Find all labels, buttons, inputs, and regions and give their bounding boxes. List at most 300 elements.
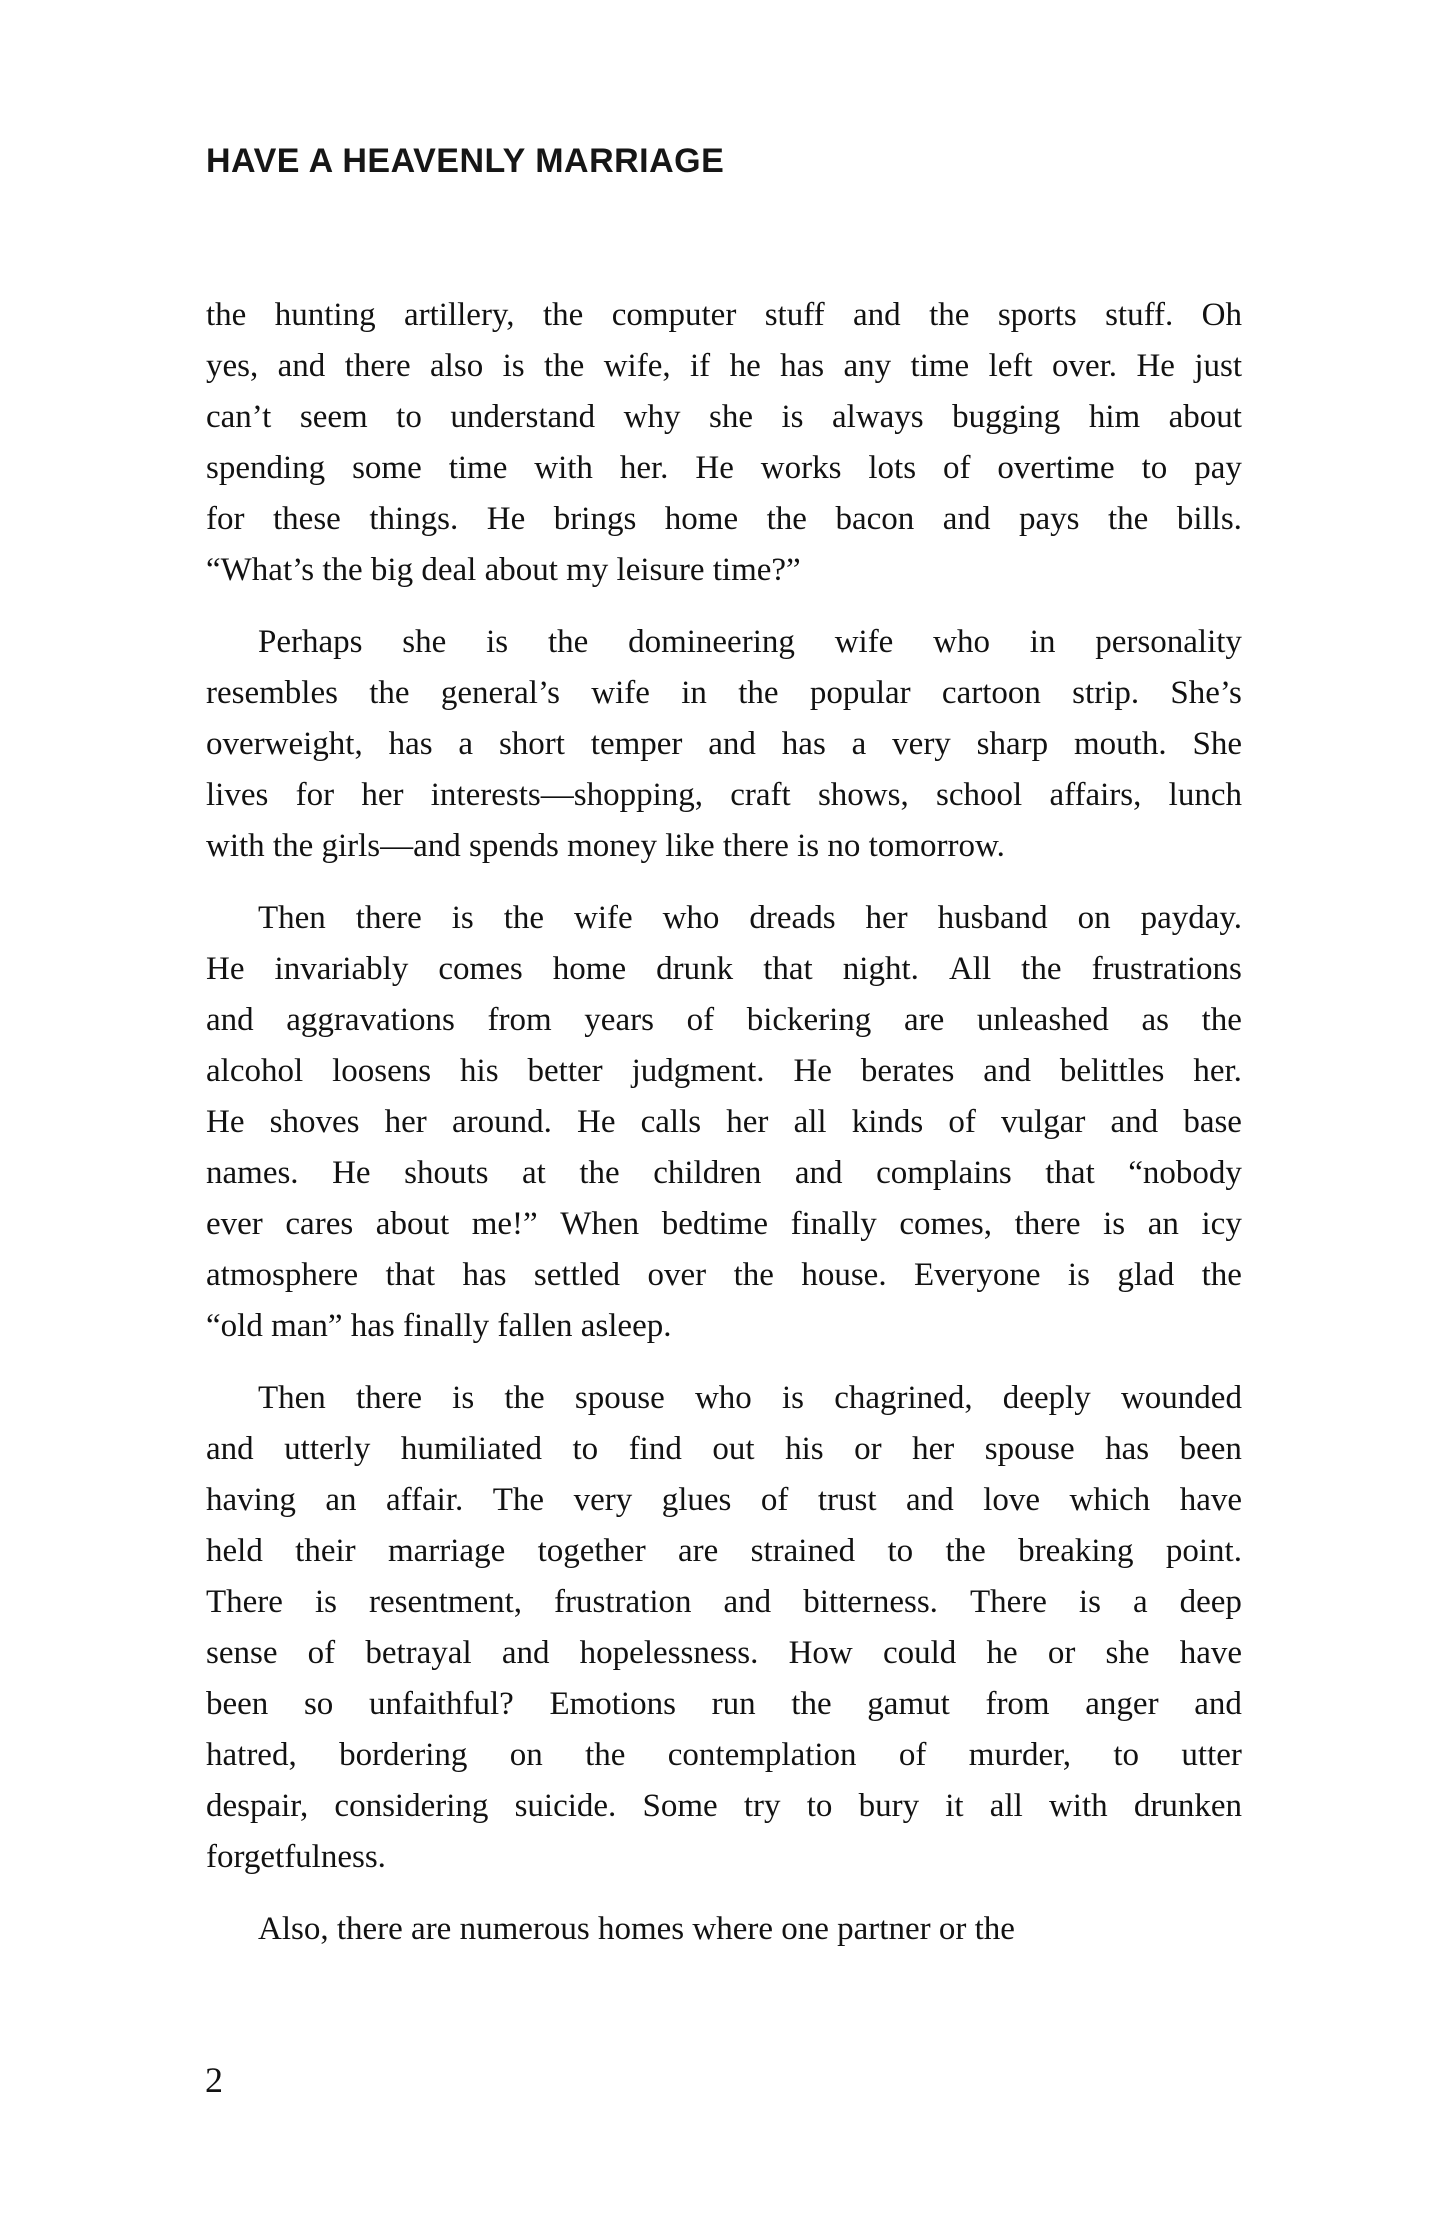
word: He [695, 450, 734, 486]
word: a [458, 726, 474, 762]
word: with [534, 450, 593, 486]
word: the [738, 675, 779, 711]
word: domineering [628, 624, 795, 660]
word: calls [640, 1104, 702, 1140]
word: is [1103, 1206, 1126, 1242]
word: and [277, 348, 326, 384]
word: the [504, 1380, 545, 1416]
word: anger [1085, 1686, 1159, 1722]
word: He [1136, 348, 1175, 384]
word: on [1077, 900, 1111, 936]
word: bills. [1176, 501, 1242, 537]
word: house. [801, 1257, 887, 1293]
word: night. [842, 951, 919, 987]
word: glues [661, 1482, 732, 1518]
word: been [206, 1686, 269, 1722]
word: stuff. [1105, 297, 1174, 333]
word: works [760, 450, 842, 486]
word: years [584, 1002, 654, 1038]
word: Everyone [914, 1257, 1041, 1293]
word: He [206, 951, 245, 987]
word: general’s [440, 675, 560, 711]
word: her [726, 1104, 769, 1140]
word: all [989, 1788, 1023, 1824]
word: gamut [867, 1686, 950, 1722]
word: held [206, 1533, 263, 1569]
word: names. [206, 1155, 299, 1191]
word: all [793, 1104, 827, 1140]
word: marriage [387, 1533, 506, 1569]
word: spouse [574, 1380, 665, 1416]
word: children [653, 1155, 762, 1191]
word: bacon [835, 501, 915, 537]
word: the [547, 624, 589, 660]
text-line [206, 995, 1242, 1046]
word: their [295, 1533, 356, 1569]
word: personality [1095, 624, 1242, 660]
text-line [206, 1199, 1242, 1250]
word: the [585, 1737, 626, 1773]
word: frustration [554, 1584, 692, 1620]
word: has [781, 726, 826, 762]
word: cartoon [941, 675, 1041, 711]
text-line [206, 1526, 1242, 1577]
word: things. [369, 501, 459, 537]
word: he [986, 1635, 1018, 1671]
word: mouth. [1074, 726, 1167, 762]
word: have [1179, 1635, 1242, 1671]
word: shows, [817, 777, 909, 813]
text-line [206, 1781, 1242, 1832]
word: husband [937, 900, 1048, 936]
word: to [1141, 450, 1168, 486]
word: an [1147, 1206, 1179, 1242]
word: at [522, 1155, 546, 1191]
word: She’s [1170, 675, 1242, 711]
word: He [206, 1104, 245, 1140]
word: that [385, 1257, 436, 1293]
word: unleashed [976, 1002, 1109, 1038]
word: to [1113, 1737, 1140, 1773]
word: her [912, 1431, 955, 1467]
text-line [206, 1577, 1242, 1628]
word: who [694, 1380, 752, 1416]
word: point. [1165, 1533, 1242, 1569]
word: there [1014, 1206, 1081, 1242]
word: is [1078, 1584, 1101, 1620]
word: if [690, 348, 711, 384]
word: her [865, 900, 908, 936]
word: breaking [1018, 1533, 1134, 1569]
word: out [712, 1431, 755, 1467]
word: sense [206, 1635, 278, 1671]
word: yes, [206, 348, 259, 384]
word: of [686, 1002, 715, 1038]
word: are [678, 1533, 719, 1569]
body-text [206, 290, 1242, 1955]
word: There [969, 1584, 1047, 1620]
word: these [273, 501, 341, 537]
word: the [503, 900, 545, 936]
word: that [1045, 1155, 1095, 1191]
word: around. [451, 1104, 552, 1140]
word: the [733, 1257, 774, 1293]
word: to [806, 1788, 833, 1824]
word: over. [1051, 348, 1118, 384]
word: There [206, 1584, 283, 1620]
word: her [384, 1104, 427, 1140]
word: very [892, 726, 951, 762]
word: which [1069, 1482, 1151, 1518]
word: the [1201, 1002, 1242, 1038]
paragraph [206, 1904, 1242, 1955]
word: considering [334, 1788, 489, 1824]
word: an [325, 1482, 357, 1518]
text-line [206, 290, 1242, 341]
text-line [206, 443, 1242, 494]
word: or [854, 1431, 882, 1467]
word: and [501, 1635, 550, 1671]
word: time [910, 348, 970, 384]
word: strained [750, 1533, 856, 1569]
text-line [206, 392, 1242, 443]
word: hunting [274, 297, 376, 333]
word: deep [1179, 1584, 1242, 1620]
text-line [206, 494, 1242, 545]
paragraph [206, 290, 1242, 596]
word: is [782, 1380, 805, 1416]
word: and [906, 1482, 954, 1518]
word: bedtime [661, 1206, 769, 1242]
word: drunk [656, 951, 734, 987]
word: Then [258, 900, 326, 936]
word: and [723, 1584, 772, 1620]
word: to [887, 1533, 914, 1569]
word: cares [285, 1206, 354, 1242]
word: affair. [385, 1482, 464, 1518]
word: wife [573, 900, 633, 936]
word: has [462, 1257, 507, 1293]
word: there [355, 900, 422, 936]
word: interests—shopping, [430, 777, 703, 813]
word: She [1192, 726, 1242, 762]
word: pays [1018, 501, 1080, 537]
word: has [780, 348, 825, 384]
word: school [936, 777, 1023, 813]
word: is [1067, 1257, 1090, 1293]
word: utter [1181, 1737, 1242, 1773]
word: resentment, [369, 1584, 523, 1620]
word: me!” [471, 1206, 538, 1242]
word: try [743, 1788, 781, 1824]
word: and [794, 1155, 843, 1191]
word: that [763, 951, 813, 987]
word: the [1201, 1257, 1242, 1293]
word: of [307, 1635, 336, 1671]
word: why [623, 399, 681, 435]
word: and [708, 726, 756, 762]
word: and [983, 1053, 1031, 1089]
word: on [509, 1737, 543, 1773]
word: been [1179, 1431, 1242, 1467]
word: shoves [269, 1104, 360, 1140]
paragraph [206, 1373, 1242, 1883]
word: of [948, 1104, 976, 1140]
word: dreads [749, 900, 836, 936]
running-header: HAVE A HEAVENLY MARRIAGE [206, 142, 725, 180]
word: comes, [899, 1206, 992, 1242]
word: “nobody [1128, 1155, 1242, 1191]
text-line [206, 944, 1242, 995]
word: strip. [1072, 675, 1140, 711]
word: she [402, 624, 447, 660]
text-line: forgetfulness. [206, 1839, 386, 1875]
word: some [352, 450, 422, 486]
text-line [206, 893, 1242, 944]
word: finally [790, 1206, 877, 1242]
word: the [1021, 951, 1062, 987]
text-line [206, 1424, 1242, 1475]
text-line [206, 1250, 1242, 1301]
word: have [1179, 1482, 1242, 1518]
word: wounded [1120, 1380, 1242, 1416]
word: frustrations [1091, 951, 1242, 987]
word: computer [611, 297, 737, 333]
word: with [1048, 1788, 1108, 1824]
paragraph [206, 617, 1242, 872]
word: contemplation [667, 1737, 857, 1773]
word: He [793, 1053, 832, 1089]
word: home [664, 501, 739, 537]
text-line: with the girls—and spends money like there is no tomorrow. [206, 828, 1005, 864]
word: shouts [404, 1155, 489, 1191]
word: has [388, 726, 433, 762]
text-line [206, 770, 1242, 821]
word: popular [809, 675, 911, 711]
word: as [1141, 1002, 1169, 1038]
text-line: Also, there are numerous homes where one partner or the [258, 1911, 1015, 1947]
word: there [356, 1380, 422, 1416]
word: artillery, [403, 297, 515, 333]
word: there [344, 348, 411, 384]
word: glad [1117, 1257, 1175, 1293]
word: kinds [851, 1104, 924, 1140]
word: from [985, 1686, 1050, 1722]
word: a [851, 726, 867, 762]
word: ever [206, 1206, 263, 1242]
word: could [882, 1635, 957, 1671]
word: utterly [284, 1431, 371, 1467]
word: run [711, 1686, 756, 1722]
word: hopelessness. [579, 1635, 759, 1671]
word: his [460, 1053, 499, 1089]
word: the [945, 1533, 986, 1569]
word: who [933, 624, 990, 660]
word: payday. [1140, 900, 1242, 936]
paragraph [206, 893, 1242, 1352]
word: humiliated [400, 1431, 542, 1467]
word: over [647, 1257, 707, 1293]
word: deeply [1002, 1380, 1091, 1416]
word: wife, [603, 348, 671, 384]
word: bugging [952, 399, 1061, 435]
word: judgment. [631, 1053, 765, 1089]
text-line [206, 1628, 1242, 1679]
word: the [206, 297, 247, 333]
word: chagrined, [834, 1380, 973, 1416]
text-line: “What’s the big deal about my leisure time?” [206, 552, 801, 588]
word: belittles [1059, 1053, 1165, 1089]
word: the [766, 501, 807, 537]
text-line [206, 1097, 1242, 1148]
word: she [1105, 1635, 1150, 1671]
word: he [729, 348, 761, 384]
word: understand [450, 399, 596, 435]
text-line [206, 719, 1242, 770]
text-line [206, 1730, 1242, 1781]
word: Perhaps [258, 624, 363, 660]
word: Oh [1201, 297, 1242, 333]
word: about [1168, 399, 1242, 435]
word: He [576, 1104, 616, 1140]
word: the [1107, 501, 1149, 537]
word: bickering [746, 1002, 872, 1038]
word: him [1088, 399, 1141, 435]
page-body [206, 290, 1242, 1976]
word: who [662, 900, 720, 936]
word: are [903, 1002, 945, 1038]
word: in [1029, 624, 1056, 660]
word: comes [438, 951, 523, 987]
word: it [945, 1788, 964, 1824]
word: and [853, 297, 901, 333]
word: vulgar [1001, 1104, 1086, 1140]
word: and [1194, 1686, 1242, 1722]
word: left [988, 348, 1033, 384]
word: How [788, 1635, 853, 1671]
word: complains [876, 1155, 1012, 1191]
word: and [1110, 1104, 1159, 1140]
word: from [487, 1002, 552, 1038]
word: the [929, 297, 970, 333]
word: so [303, 1686, 334, 1722]
text-line: “old man” has finally fallen asleep. [206, 1308, 672, 1344]
word: The [492, 1482, 545, 1518]
word: He [486, 501, 526, 537]
word: trust [817, 1482, 877, 1518]
text-line [206, 1679, 1242, 1730]
word: temper [590, 726, 683, 762]
word: or [1047, 1635, 1076, 1671]
word: any [843, 348, 892, 384]
word: murder, [968, 1737, 1072, 1773]
word: is [314, 1584, 337, 1620]
word: to [396, 399, 422, 435]
word: the [791, 1686, 832, 1722]
word: has [1105, 1431, 1150, 1467]
word: alcohol [206, 1053, 304, 1089]
word: When [560, 1206, 640, 1242]
word: having [206, 1482, 296, 1518]
word: for [295, 777, 335, 813]
word: seem [299, 399, 368, 435]
word: always [832, 399, 924, 435]
word: invariably [274, 951, 409, 987]
word: sharp [976, 726, 1049, 762]
word: lots [868, 450, 917, 486]
word: find [628, 1431, 682, 1467]
word: overweight, [206, 726, 363, 762]
text-line [206, 1046, 1242, 1097]
word: sports [997, 297, 1077, 333]
word: overtime [997, 450, 1115, 486]
word: resembles [206, 675, 338, 711]
word: Some [642, 1788, 718, 1824]
word: spending [206, 450, 326, 486]
word: is [486, 624, 509, 660]
text-line [206, 617, 1242, 668]
word: the [369, 675, 410, 711]
word: the [579, 1155, 620, 1191]
word: and [942, 501, 991, 537]
text-line [206, 1148, 1242, 1199]
word: settled [533, 1257, 621, 1293]
word: spouse [984, 1431, 1075, 1467]
word: her [361, 777, 404, 813]
word: his [785, 1431, 824, 1467]
word: the [542, 297, 584, 333]
word: stuff [764, 297, 825, 333]
text-line [206, 668, 1242, 719]
word: for [206, 501, 245, 537]
word: unfaithful? [368, 1686, 514, 1722]
word: suicide. [514, 1788, 617, 1824]
word: bury [858, 1788, 920, 1824]
word: of [942, 450, 971, 486]
word: just [1194, 348, 1242, 384]
word: despair, [206, 1788, 309, 1824]
text-line [206, 341, 1242, 392]
word: of [898, 1737, 927, 1773]
word: about [375, 1206, 450, 1242]
word: wife [834, 624, 894, 660]
word: base [1183, 1104, 1242, 1140]
word: icy [1201, 1206, 1242, 1242]
word: a [1132, 1584, 1148, 1620]
word: her. [1193, 1053, 1242, 1089]
word: to [572, 1431, 599, 1467]
word: lives [206, 777, 269, 813]
word: pay [1194, 450, 1242, 486]
word: and [206, 1002, 254, 1038]
word: she [708, 399, 753, 435]
word: home [552, 951, 627, 987]
word: together [537, 1533, 646, 1569]
word: drunken [1133, 1788, 1242, 1824]
text-line [206, 1475, 1242, 1526]
word: betrayal [365, 1635, 472, 1671]
word: lunch [1168, 777, 1242, 813]
word: Then [258, 1380, 326, 1416]
word: and [206, 1431, 254, 1467]
word: of [760, 1482, 789, 1518]
word: Emotions [549, 1686, 676, 1722]
word: short [498, 726, 565, 762]
word: the [544, 348, 585, 384]
word: atmosphere [206, 1257, 359, 1293]
word: All [948, 951, 992, 987]
text-line [206, 1373, 1242, 1424]
